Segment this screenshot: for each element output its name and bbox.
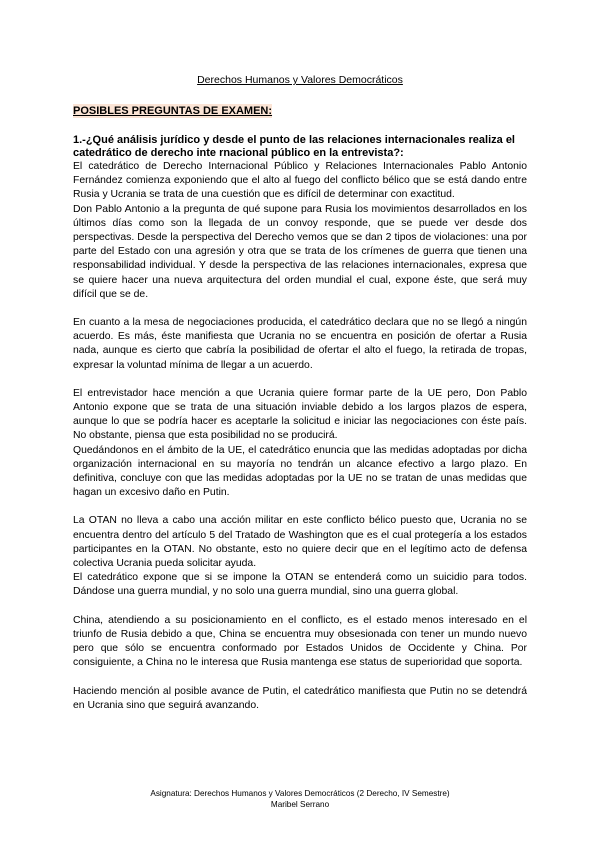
paragraph-china: China, atendiendo a su posicionamiento en el conflicto, es el estado menos interesado en el triunfo de Rusia debido a que, China se encuentra muy obsesionada con tener un mundo nuevo pero que sólo se encuentra conformado por Estados Unidos de Occidente y China. Por consiguiente, a China no le interesa que Rusia mantenga ese status de superioridad que soporta. bbox=[73, 614, 527, 669]
page-footer bbox=[0, 788, 600, 810]
paragraph-negotiations: En cuanto a la mesa de negociaciones producida, el catedrático declara que no se llegó a ningún acuerdo. Es más, éste manifiesta que Ucrania no se encuentra en posición de ofertar a Rusia nada, aunque es cierto que cabría la posibilidad de ofertar el alto el fuego, la retirada de tropas, expresar la voluntad mínima de llegar a un acuerdo. bbox=[73, 317, 527, 371]
footer-author: Maribel Serrano bbox=[270, 800, 330, 809]
paragraph-perspectives: Don Pablo Antonio a la pregunta de qué supone para Rusia los movimientos desarrollados en los últimos días como son la llegada de un convoy responde, que se puede ver desde dos perspectivas. Desde la perspectiva del Derecho vemos que se dan 2 tipos de violaciones: una por parte del Estado con una agresión y otra que se trata de los crímenes de guerra que tienen una responsabilidad individual. Y desde la perspectiva de las relaciones internacionales, expresa que se quiere hacer una nueva arquitectura del orden mundial el cual, expone éste, que será muy difícil que se de. bbox=[73, 203, 527, 300]
paragraph-putin: Haciendo mención al posible avance de Putin, el catedrático manifiesta que Putin no se detendrá en Ucrania sino que seguirá avanzando. bbox=[73, 685, 527, 711]
document-title: Derechos Humanos y Valores Democráticos bbox=[197, 74, 403, 86]
paragraph-eu-membership: El entrevistador hace mención a que Ucrania quiere formar parte de la UE pero, Don Pablo Antonio expone que se trata de una situación inviable debido a los largos plazos de espera, aunque lo que se podría hacer es aceptarle la solicitud e iniciar las negociaciones con éste país. No obstante, piensa que esta posibilidad no se producirá. bbox=[73, 387, 527, 442]
paragraph-nato-war: El catedrático expone que si se impone la OTAN se entenderá como un suicidio para todos. Dándose una guerra mundial, y no solo una guerra mundial, sino una guerra global. bbox=[73, 572, 527, 598]
paragraph-eu-measures: Quedándonos en el ámbito de la UE, el catedrático enuncia que las medidas adoptadas por dicha organización internacional en su mayoría no tendrán un alcance efectivo a largo plazo. En definitiva, concluye con que las medidas adoptadas por la UE no se tratan de unas medidas que hagan un excesivo daño en Putin. bbox=[73, 444, 527, 499]
question-1: 1.-¿Qué análisis jurídico y desde el punto de las relaciones internacionales realiza el catedrático de derecho inte rnacional público en la entrevista?: bbox=[73, 134, 515, 159]
paragraph-nato: La OTAN no lleva a cabo una acción militar en este conflicto bélico puesto que, Ucrania no se encuentra dentro del artículo 5 del Tratado de Washington que es el cual protegería a los estados participantes en la OTAN. No obstante, esto no quiere decir que en el legítimo acto de defensa colectiva Ucrania pueda solicitar ayuda. bbox=[73, 515, 527, 570]
exam-heading: POSIBLES PREGUNTAS DE EXAMEN: bbox=[73, 105, 273, 117]
paragraph-intro: El catedrático de Derecho Internacional Público y Relaciones Internacionales Pablo Antonio Fernández comienza exponiendo que el alto al fuego del conflicto bélico que se está dando entre Rusia y Ucrania se trata de una cuestión que es difícil de determinar con exactitud. bbox=[73, 161, 527, 201]
footer-subject: Asignatura: Derechos Humanos y Valores Democráticos (2 Derecho, IV Semestre) bbox=[150, 789, 450, 798]
